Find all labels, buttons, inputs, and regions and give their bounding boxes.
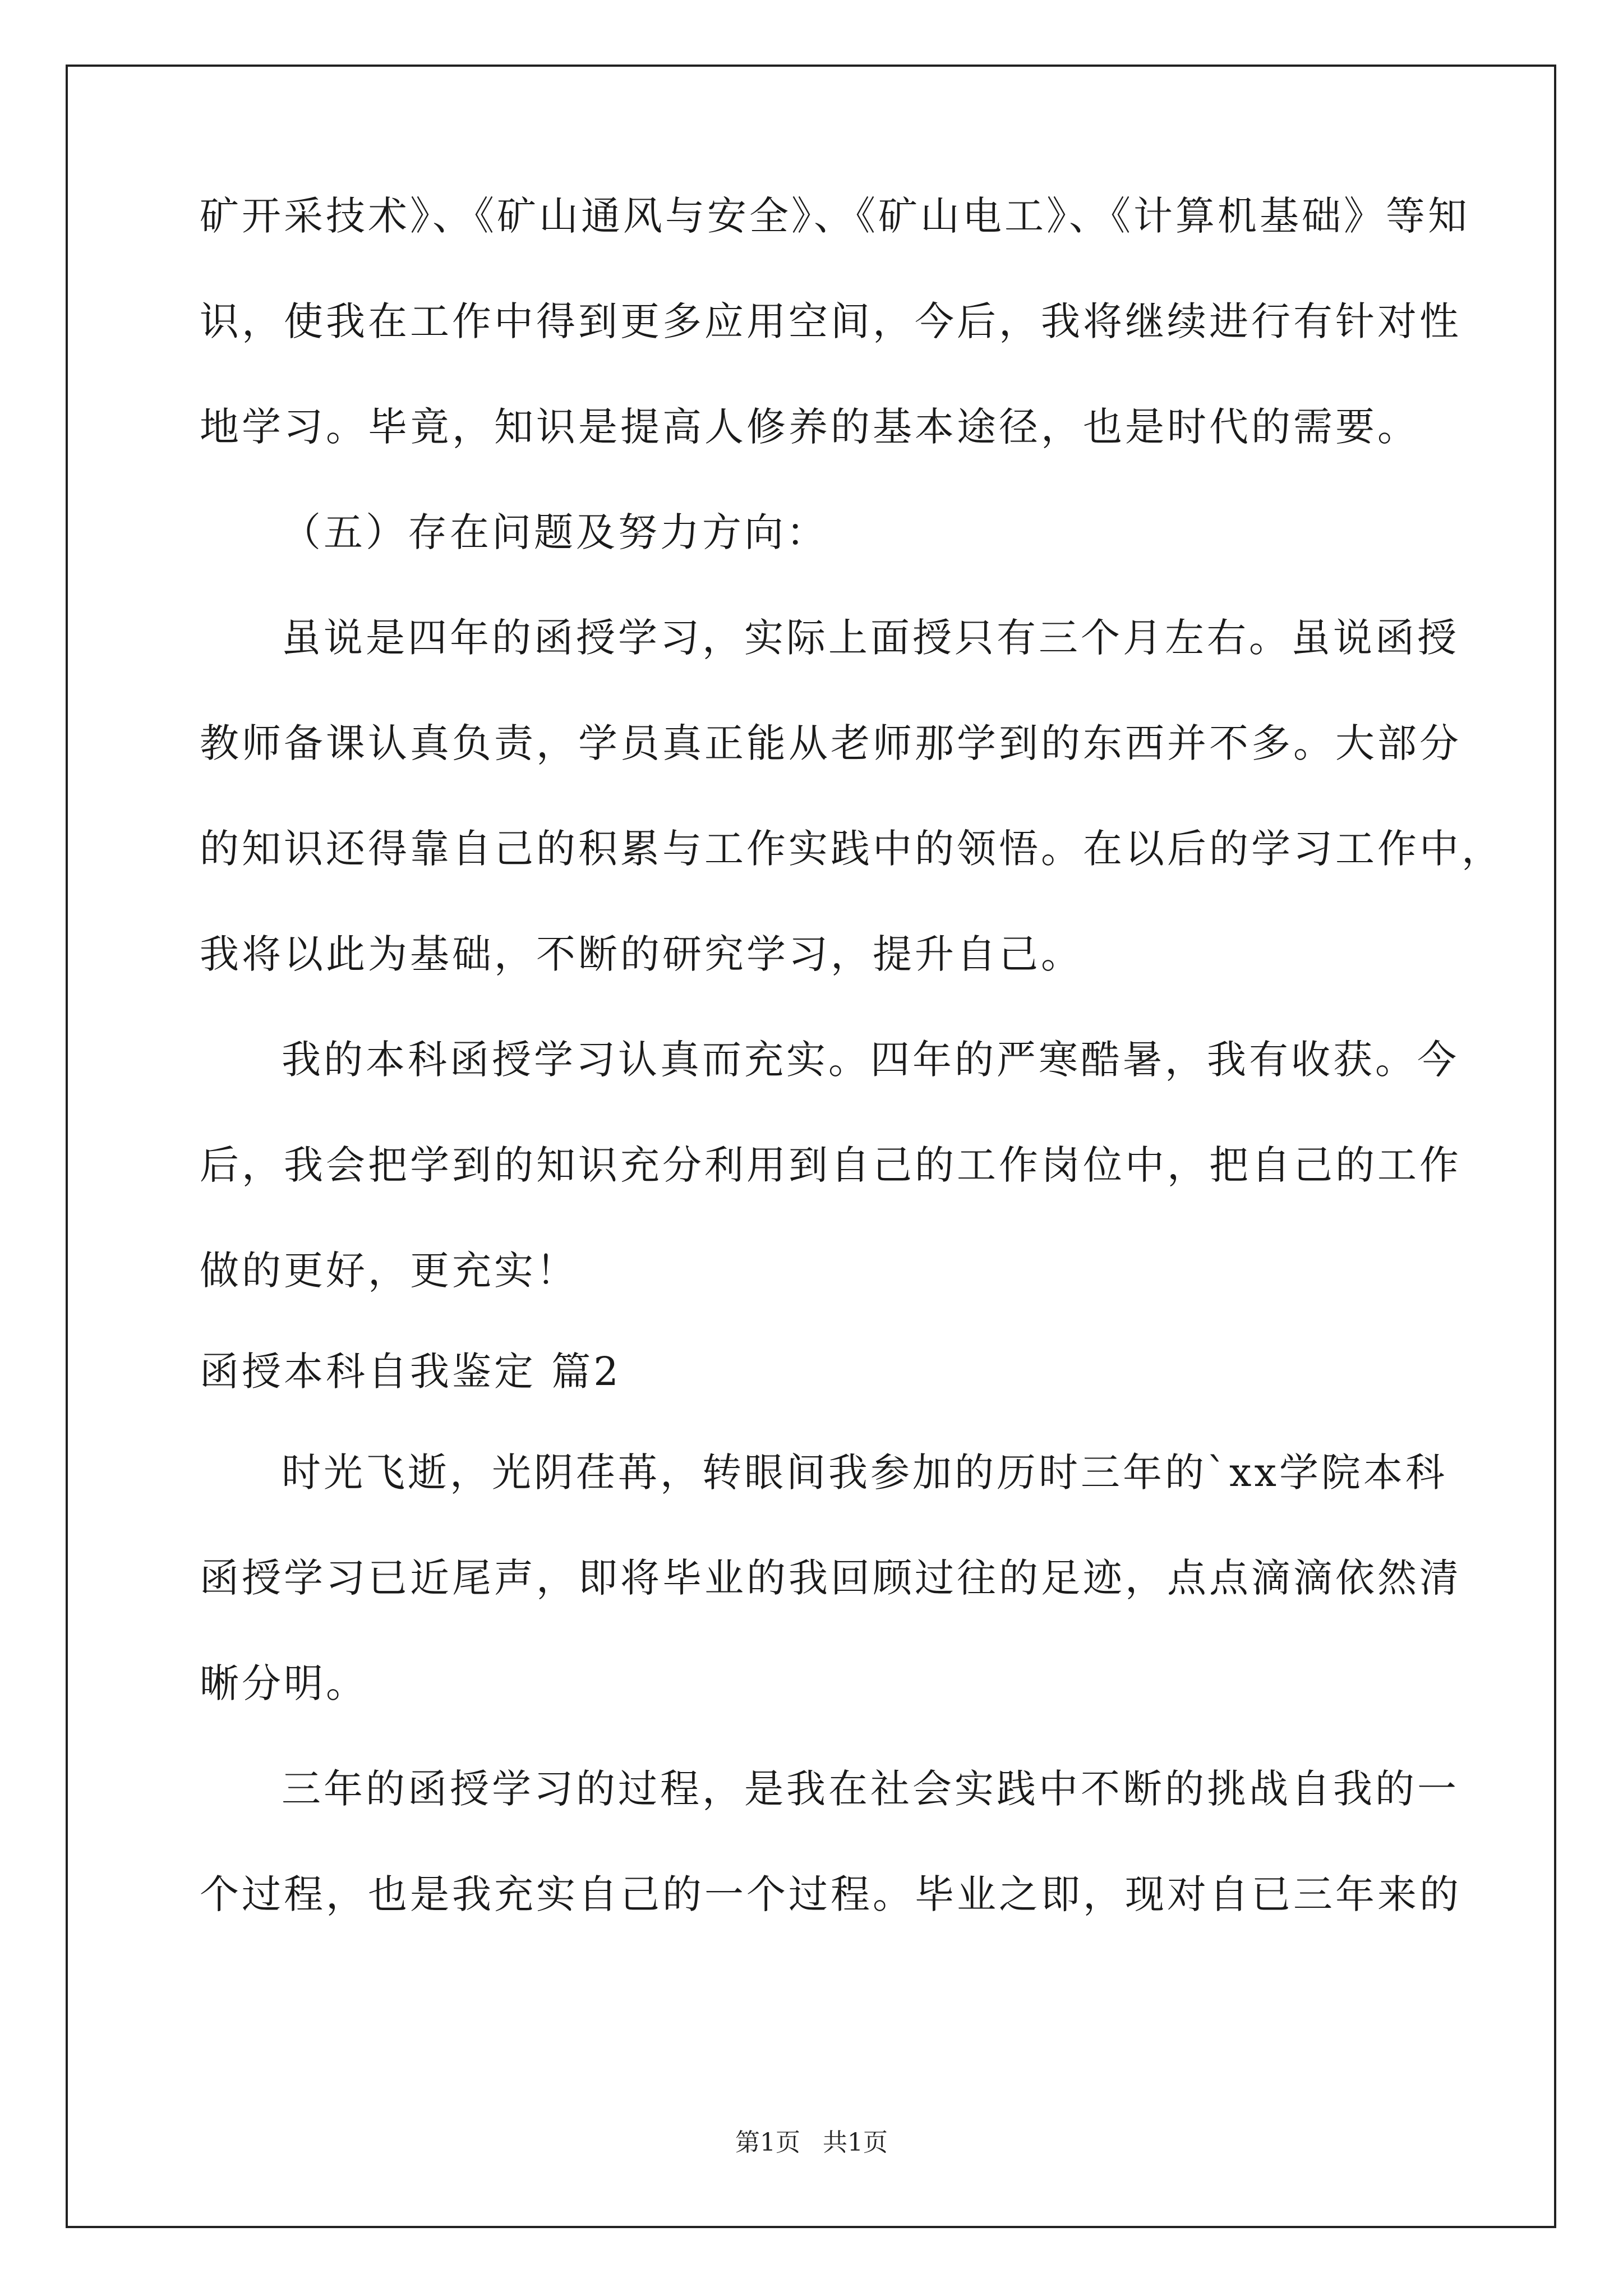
text-line: 虽说是四年的函授学习，实际上面授只有三个月左右。虽说函授 (282, 615, 1459, 661)
section-heading: （五）存在问题及努力方向： (282, 509, 828, 555)
text-line: 矿开采技术》、《矿山通风与安全》、《矿山电工》、《计算机基础》等知 (200, 193, 1470, 239)
text-line: 我将以此为基础，不断的研究学习，提升自己。 (200, 931, 1083, 977)
page-number: 第1页 (735, 2128, 800, 2157)
text-line: 识，使我在工作中得到更多应用空间，今后，我将继续进行有针对性 (200, 298, 1461, 344)
article-title: 函授本科自我鉴定 篇2 (200, 1349, 621, 1395)
text-line: 晰分明。 (200, 1660, 368, 1706)
text-line: 教师备课认真负责，学员真正能从老师那学到的东西并不多。大部分 (200, 720, 1461, 766)
text-line: 个过程，也是我充实自己的一个过程。毕业之即，现对自已三年来的 (200, 1871, 1461, 1917)
text-line: 做的更好，更充实！ (200, 1248, 578, 1294)
text-line: 三年的函授学习的过程，是我在社会实践中不断的挑战自我的一 (282, 1766, 1459, 1812)
text-line: 地学习。毕竟，知识是提高人修养的基本途径，也是时代的需要。 (200, 404, 1419, 450)
page-footer (0, 2126, 1623, 2160)
text-line: 时光飞逝，光阴荏苒，转眼间我参加的历时三年的`xx学院本科 (282, 1450, 1447, 1496)
text-line: 后，我会把学到的知识充分利用到自己的工作岗位中，把自己的工作 (200, 1142, 1461, 1188)
text-line: 函授学习已近尾声，即将毕业的我回顾过往的足迹，点点滴滴依然清 (200, 1555, 1461, 1601)
text-line: 我的本科函授学习认真而充实。四年的严寒酷暑，我有收获。今 (282, 1037, 1459, 1083)
page-total: 共1页 (823, 2128, 888, 2157)
text-line: 的知识还得靠自己的积累与工作实践中的领悟。在以后的学习工作中， (200, 826, 1504, 872)
